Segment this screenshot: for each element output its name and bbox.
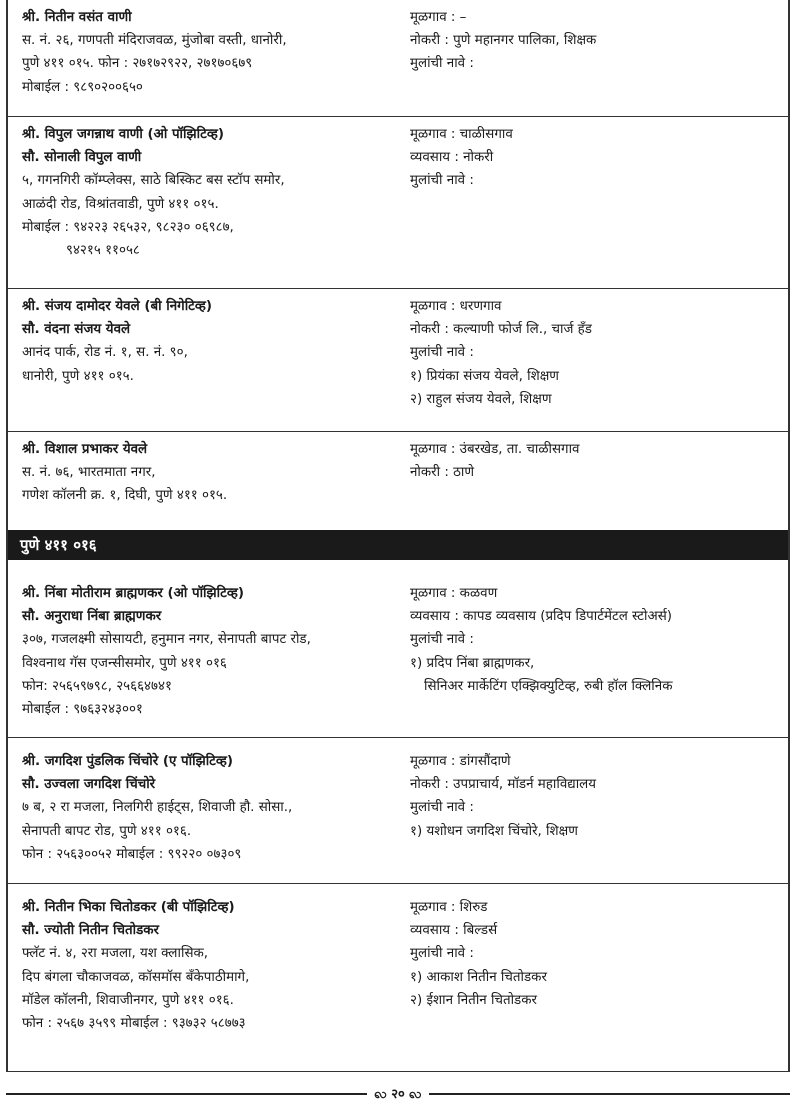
native-place: मूळगाव : डांगसौंदाणे bbox=[410, 754, 511, 769]
children-heading: मुलांची नावे : bbox=[410, 345, 474, 361]
entry-address-column bbox=[22, 896, 397, 1035]
entry-info-column bbox=[410, 6, 780, 76]
directory-entry bbox=[8, 738, 788, 884]
child-entry: १) आकाश नितीन चितोडकर bbox=[410, 969, 547, 985]
entry-info-column bbox=[410, 123, 780, 193]
entry-address-column bbox=[22, 750, 397, 866]
entry-address-column bbox=[22, 582, 397, 721]
occupation: नोकरी : उपप्राचार्य, मॉडर्न महाविद्यालय bbox=[410, 777, 597, 793]
member-name: श्री. नितीन वसंत वाणी bbox=[22, 10, 132, 25]
occupation: व्यवसाय : नोकरी bbox=[410, 150, 494, 166]
child-entry: १) यशोधन जगदिश चिंचोरे, शिक्षण bbox=[410, 823, 578, 839]
entry-info-column bbox=[410, 750, 780, 843]
directory-page bbox=[6, 0, 790, 1072]
address-line: धानोरी, पुणे ४११ ०१५. bbox=[22, 368, 134, 384]
address-line: दिप बंगला चौकाजवळ, कॉसमॉस बँकेपाठीमागे, bbox=[22, 969, 250, 985]
child-entry-continued: सिनिअर मार्केटिंग एक्झिक्युटिव्ह, रुबी हॉल क्लिनिक bbox=[424, 678, 673, 694]
spouse-name: सौ. उज्वला जगदिश चिंचोरे bbox=[22, 777, 156, 793]
directory-entry bbox=[8, 289, 788, 432]
occupation: नोकरी : कल्याणी फोर्ज लि., चार्ज हँड bbox=[410, 322, 592, 338]
address-line: पुणे ४११ ०१५. फोन : २७१७२९२२, २७१७०६७९ bbox=[22, 56, 253, 72]
address-line: ३०७, गजलक्ष्मी सोसायटी, हनुमान नगर, सेनापती बापट रोड, bbox=[22, 632, 311, 648]
child-entry: १) प्रदिप निंबा ब्राह्मणकर, bbox=[410, 655, 535, 671]
phone-mobile-line: फोन : २५६३००५२ मोबाईल : ९९२२० ०७३०९ bbox=[22, 846, 242, 862]
member-name: श्री. नितीन भिका चितोडकर (बी पॉझिटिव्ह) bbox=[22, 900, 235, 915]
native-place: मूळगाव : चाळीसगाव bbox=[410, 127, 513, 142]
native-place: मूळगाव : उंबरखेड, ता. चाळीसगाव bbox=[410, 442, 580, 457]
address-line: मॉडेल कॉलनी, शिवाजीनगर, पुणे ४११ ०१६. bbox=[22, 992, 234, 1008]
native-place: मूळगाव : शिरुड bbox=[410, 900, 488, 915]
phone-line: फोन: २५६५९७९८, २५६६४७४१ bbox=[22, 678, 172, 694]
entry-info-column bbox=[410, 295, 780, 411]
address-line: स. नं. ७६, भारतमाता नगर, bbox=[22, 465, 156, 481]
directory-entry bbox=[8, 0, 788, 117]
directory-entry bbox=[8, 432, 788, 530]
member-name: श्री. संजय दामोदर येवले (बी निगेटिव्ह) bbox=[22, 299, 213, 314]
mobile-line: मोबाईल : ९४२२३ २६५३२, ९८२३० ०६९८७, bbox=[22, 219, 234, 235]
occupation: नोकरी : पुणे महानगर पालिका, शिक्षक bbox=[410, 33, 597, 49]
directory-entry bbox=[8, 117, 788, 289]
occupation: नोकरी : ठाणे bbox=[410, 465, 475, 481]
child-entry: २) राहुल संजय येवले, शिक्षण bbox=[410, 391, 552, 407]
member-name: श्री. जगदिश पुंडलिक चिंचोरे (ए पॉझिटिव्ह) bbox=[22, 754, 234, 769]
address-line: गणेश कॉलनी क्र. १, दिघी, पुणे ४११ ०१५. bbox=[22, 488, 228, 504]
mobile-line: मोबाईल : ९८९०२००६५० bbox=[22, 79, 143, 95]
member-name: श्री. विशाल प्रभाकर येवले bbox=[22, 442, 148, 457]
children-heading: मुलांची नावे : bbox=[410, 800, 474, 816]
native-place: मूळगाव : – bbox=[410, 10, 467, 25]
children-heading: मुलांची नावे : bbox=[410, 56, 474, 72]
entry-address-column bbox=[22, 6, 397, 99]
mobile-line: मोबाईल : ९७६३२४३००१ bbox=[22, 701, 143, 717]
address-line: सेनापती बापट रोड, पुणे ४११ ०१६. bbox=[22, 823, 192, 839]
child-entry: २) ईशान नितीन चितोडकर bbox=[410, 992, 537, 1008]
member-name: श्री. निंबा मोतीराम ब्राह्मणकर (ओ पॉझिटिव्ह) bbox=[22, 586, 244, 601]
member-name: श्री. विपुल जगन्नाथ वाणी (ओ पॉझिटिव्ह) bbox=[22, 127, 224, 142]
spouse-name: सौ. अनुराधा निंबा ब्राह्मणकर bbox=[22, 609, 162, 625]
spouse-name: सौ. वंदना संजय येवले bbox=[22, 322, 131, 338]
children-heading: मुलांची नावे : bbox=[410, 946, 474, 962]
native-place: मूळगाव : कळवण bbox=[410, 586, 498, 601]
section-heading-pincode: पुणे ४११ ०१६ bbox=[8, 530, 788, 560]
children-heading: मुलांची नावे : bbox=[410, 632, 474, 648]
phone-mobile-line: फोन : २५६७ ३५९९ मोबाईल : ९३७३२ ५८७७३ bbox=[22, 1015, 246, 1031]
address-line: फ्लॅट नं. ४, २रा मजला, यश क्लासिक, bbox=[22, 946, 209, 962]
footer-rule-right bbox=[429, 1093, 790, 1095]
entry-address-column bbox=[22, 123, 397, 262]
address-line: आनंद पार्क, रोड नं. १, स. नं. ९०, bbox=[22, 345, 188, 361]
occupation: व्यवसाय : बिल्डर्स bbox=[410, 923, 498, 939]
address-line: विश्वनाथ गॅस एजन्सीसमोर, पुणे ४११ ०१६ bbox=[22, 655, 227, 671]
directory-entry bbox=[8, 560, 788, 738]
children-heading: मुलांची नावे : bbox=[410, 173, 474, 189]
child-entry: १) प्रियंका संजय येवले, शिक्षण bbox=[410, 368, 559, 384]
occupation: व्यवसाय : कापड व्यवसाय (प्रदिप डिपार्टमेंटल स्टोअर्स) bbox=[410, 609, 672, 625]
spouse-name: सौ. सोनाली विपुल वाणी bbox=[22, 150, 142, 166]
entry-info-column bbox=[410, 582, 780, 698]
page-footer bbox=[6, 1084, 790, 1104]
address-line: ५, गगनगिरी कॉम्प्लेक्स, साठे बिस्किट बस स्टॉप समोर, bbox=[22, 173, 285, 189]
address-line: स. नं. २६, गणपती मंदिराजवळ, मुंजोबा वस्ती, धानोरी, bbox=[22, 33, 287, 49]
entry-info-column bbox=[410, 438, 780, 484]
spouse-name: सौ. ज्योती नितीन चितोडकर bbox=[22, 923, 160, 939]
directory-entry bbox=[8, 884, 788, 1072]
mobile-line-continued: ९४२१५ ११०५८ bbox=[66, 242, 140, 258]
address-line: ७ ब, २ रा मजला, निलगिरी हाईट्स, शिवाजी हौ. सोसा., bbox=[22, 800, 293, 816]
entry-address-column bbox=[22, 438, 397, 508]
native-place: मूळगाव : धरणगाव bbox=[410, 299, 502, 314]
address-line: आळंदी रोड, विश्रांतवाडी, पुणे ४११ ०१५. bbox=[22, 196, 219, 212]
page-number: ꩮ २० ꩮ bbox=[374, 1086, 422, 1102]
entry-address-column bbox=[22, 295, 397, 388]
footer-rule-left bbox=[6, 1093, 367, 1095]
entry-info-column bbox=[410, 896, 780, 1012]
